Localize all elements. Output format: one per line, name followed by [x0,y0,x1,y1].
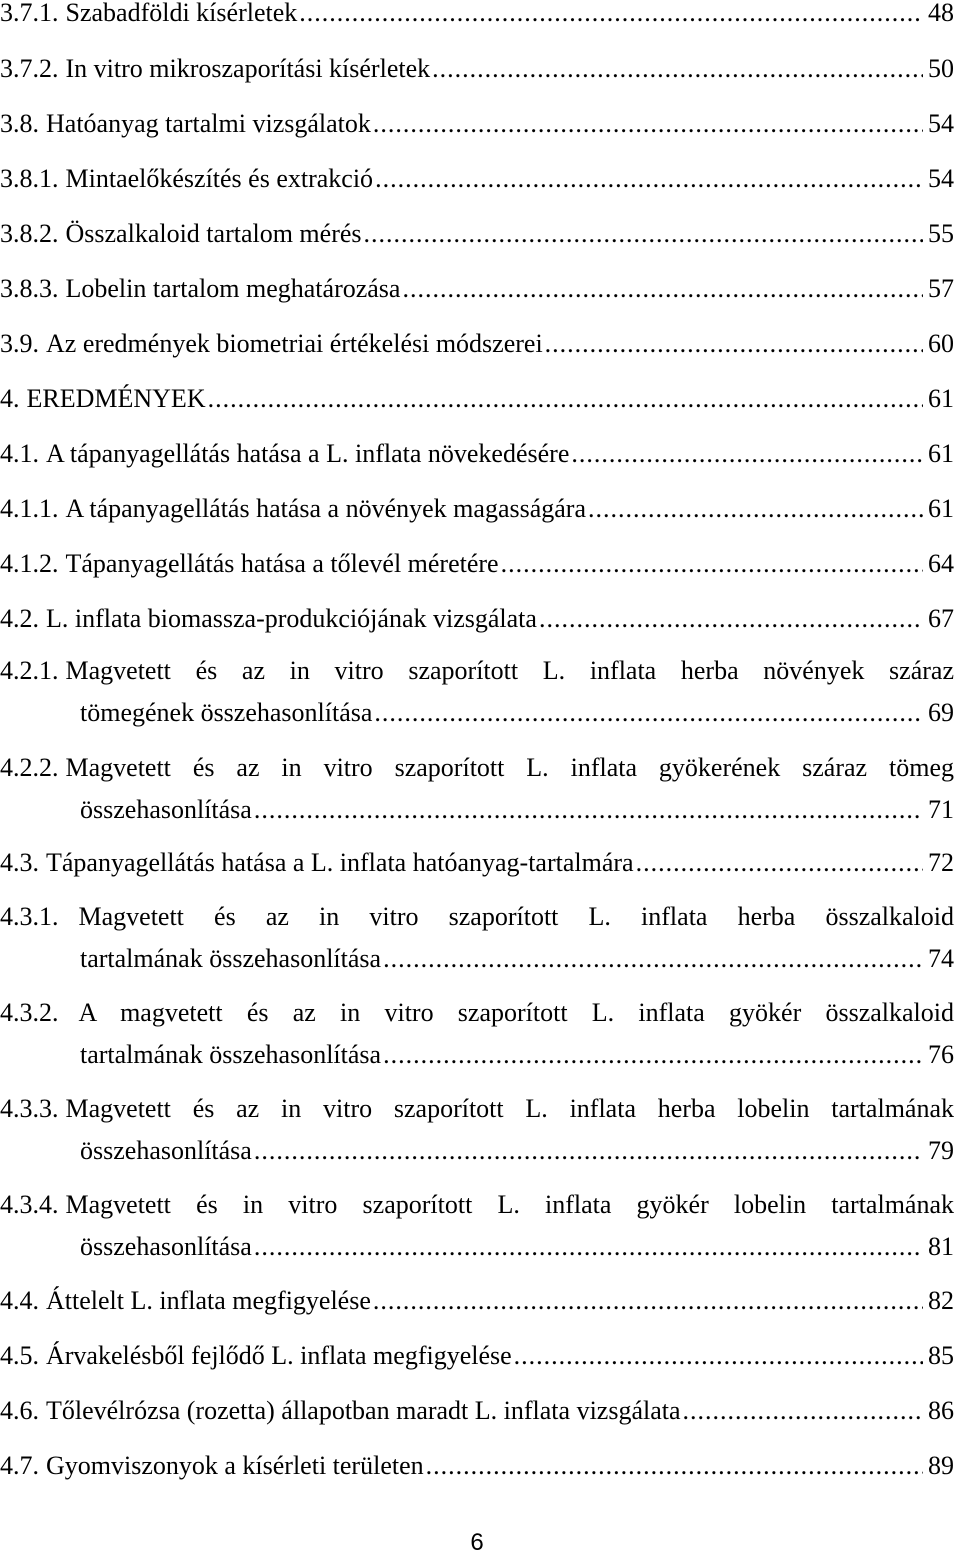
toc-entry [0,434,954,474]
toc-entry [0,993,954,1075]
dot-leader [636,843,923,883]
toc-entry [0,748,954,830]
toc-page: 54 [928,109,954,138]
toc-title: Az eredmények biometriai értékelési módszerei [46,329,543,358]
toc-number: 4.3.3. [0,1094,59,1123]
toc-title-line1: Magvetett és az in vitro szaporított L. inflata herba növények száraz [65,656,954,685]
toc-title-line1: A magvetett és az in vitro szaporított L. inflata gyökér összalkaloid [78,998,954,1027]
toc-page: 76 [928,1040,954,1069]
toc-title-line2: tömegének összehasonlítása [80,698,373,727]
toc-entry [0,1336,954,1376]
toc-entry [0,489,954,529]
dot-leader [383,939,923,979]
dot-leader [299,0,923,33]
toc-page: 71 [928,795,954,824]
toc-number: 4.2.1. [0,656,59,685]
toc-number: 4.3.1. [0,902,59,931]
toc-title-line2: összehasonlítása [80,1136,252,1165]
toc-title: Mintaelőkészítés és extrakció [65,164,374,193]
toc-number: 3.7.1. [0,0,59,27]
toc-title: A tápanyagellátás hatása a L. inflata növekedésére [46,439,570,468]
toc-entry [0,1089,954,1171]
toc-page: 82 [928,1286,954,1315]
toc-number: 3.8.3. [0,274,59,303]
toc-title: Gyomviszonyok a kísérleti területen [46,1451,424,1480]
toc-page: 72 [928,848,954,877]
dot-leader [571,434,923,474]
toc-number: 4.5. [0,1341,39,1370]
toc-page: 61 [928,384,954,413]
toc-title: Árvakelésből fejlődő L. inflata megfigyelése [46,1341,512,1370]
toc-title-line1: Magvetett és az in vitro szaporított L. inflata gyökerének száraz tömeg [65,753,954,782]
toc-title: Áttelelt L. inflata megfigyelése [46,1286,371,1315]
toc-number: 4.3.4. [0,1190,59,1219]
toc-entry [0,897,954,979]
toc-page: 67 [928,604,954,633]
toc-title: Tőlevélrózsa (rozetta) állapotban maradt L. inflata vizsgálata [46,1396,681,1425]
toc-page: 50 [928,54,954,83]
dot-leader [254,1227,923,1267]
toc-title: Hatóanyag tartalmi vizsgálatok [46,109,371,138]
dot-leader [374,693,923,733]
dot-leader [208,379,923,419]
toc-page: 64 [928,549,954,578]
toc-page: 60 [928,329,954,358]
toc-title: Szabadföldi kísérletek [65,0,298,27]
dot-leader [683,1391,923,1431]
toc-entry [0,1185,954,1267]
toc-page: 54 [928,164,954,193]
toc-page: 48 [928,0,954,27]
toc-number: 4.1.2. [0,549,59,578]
toc-entry [0,843,954,883]
toc-entry [0,379,954,419]
dot-leader [373,104,923,144]
dot-leader [501,544,923,584]
toc-title-line1: Magvetett és az in vitro szaporított L. inflata herba lobelin tartalmának [65,1094,954,1123]
dot-leader [545,324,923,364]
dot-leader [254,790,923,830]
dot-leader [432,49,923,89]
toc-number: 4.1. [0,439,39,468]
toc-title: Tápanyagellátás hatása a tőlevél méretére [65,549,499,578]
dot-leader [364,214,923,254]
toc-number: 4.4. [0,1286,39,1315]
toc-number: 4.2.2. [0,753,59,782]
dot-leader [402,269,923,309]
toc-entry [0,49,954,89]
toc-title: L. inflata biomassza-produkciójának vizsgálata [46,604,537,633]
toc-title-line2: összehasonlítása [80,795,252,824]
toc-page: 61 [928,439,954,468]
toc-number: 4.2. [0,604,39,633]
toc-entry [0,104,954,144]
toc-number: 3.7.2. [0,54,59,83]
dot-leader [514,1336,923,1376]
toc-title-line2: tartalmának összehasonlítása [80,1040,382,1069]
toc-page: 81 [928,1232,954,1261]
toc-page: 74 [928,944,954,973]
toc-entry [0,544,954,584]
toc-page: 61 [928,494,954,523]
toc-entry [0,324,954,364]
toc-page: 79 [928,1136,954,1165]
toc-entry [0,1281,954,1321]
toc-page: 86 [928,1396,954,1425]
toc-number: 4.7. [0,1451,39,1480]
toc-entry [0,651,954,733]
dot-leader [588,489,923,529]
toc-entry [0,214,954,254]
dot-leader [373,1281,923,1321]
toc-entry [0,1391,954,1431]
toc-title: Lobelin tartalom meghatározása [65,274,401,303]
toc-page: 57 [928,274,954,303]
toc-title: Tápanyagellátás hatása a L. inflata hatóanyag-tartalmára [46,848,634,877]
toc-number: 4. [0,384,20,413]
toc-number: 3.8.1. [0,164,59,193]
toc-number: 4.3.2. [0,998,59,1027]
toc-number: 3.8. [0,109,39,138]
dot-leader [375,159,923,199]
toc-number: 4.3. [0,848,39,877]
toc-title-line2: összehasonlítása [80,1232,252,1261]
toc-title-line1: Magvetett és az in vitro szaporított L. inflata herba összalkaloid [78,902,954,931]
toc-entry [0,269,954,309]
toc-title: EREDMÉNYEK [26,384,206,413]
toc-title: A tápanyagellátás hatása a növények magasságára [65,494,586,523]
dot-leader [426,1446,923,1486]
toc-page: 89 [928,1451,954,1480]
toc-entry [0,1446,954,1486]
toc-number: 3.8.2. [0,219,59,248]
toc-page: 55 [928,219,954,248]
toc-title-line2: tartalmának összehasonlítása [80,944,382,973]
dot-leader [539,599,923,639]
dot-leader [383,1035,923,1075]
toc-entry [0,0,954,33]
dot-leader [254,1131,923,1171]
toc-number: 4.6. [0,1396,39,1425]
toc-page: 69 [928,698,954,727]
toc-title: Összalkaloid tartalom mérés [65,219,362,248]
toc-title: In vitro mikroszaporítási kísérletek [65,54,431,83]
toc-entry [0,599,954,639]
toc-page: 85 [928,1341,954,1370]
toc-number: 3.9. [0,329,39,358]
page-number: 6 [470,1529,484,1556]
toc-number: 4.1.1. [0,494,59,523]
toc-title-line1: Magvetett és in vitro szaporított L. inflata gyökér lobelin tartalmának [65,1190,954,1219]
toc-entry [0,159,954,199]
